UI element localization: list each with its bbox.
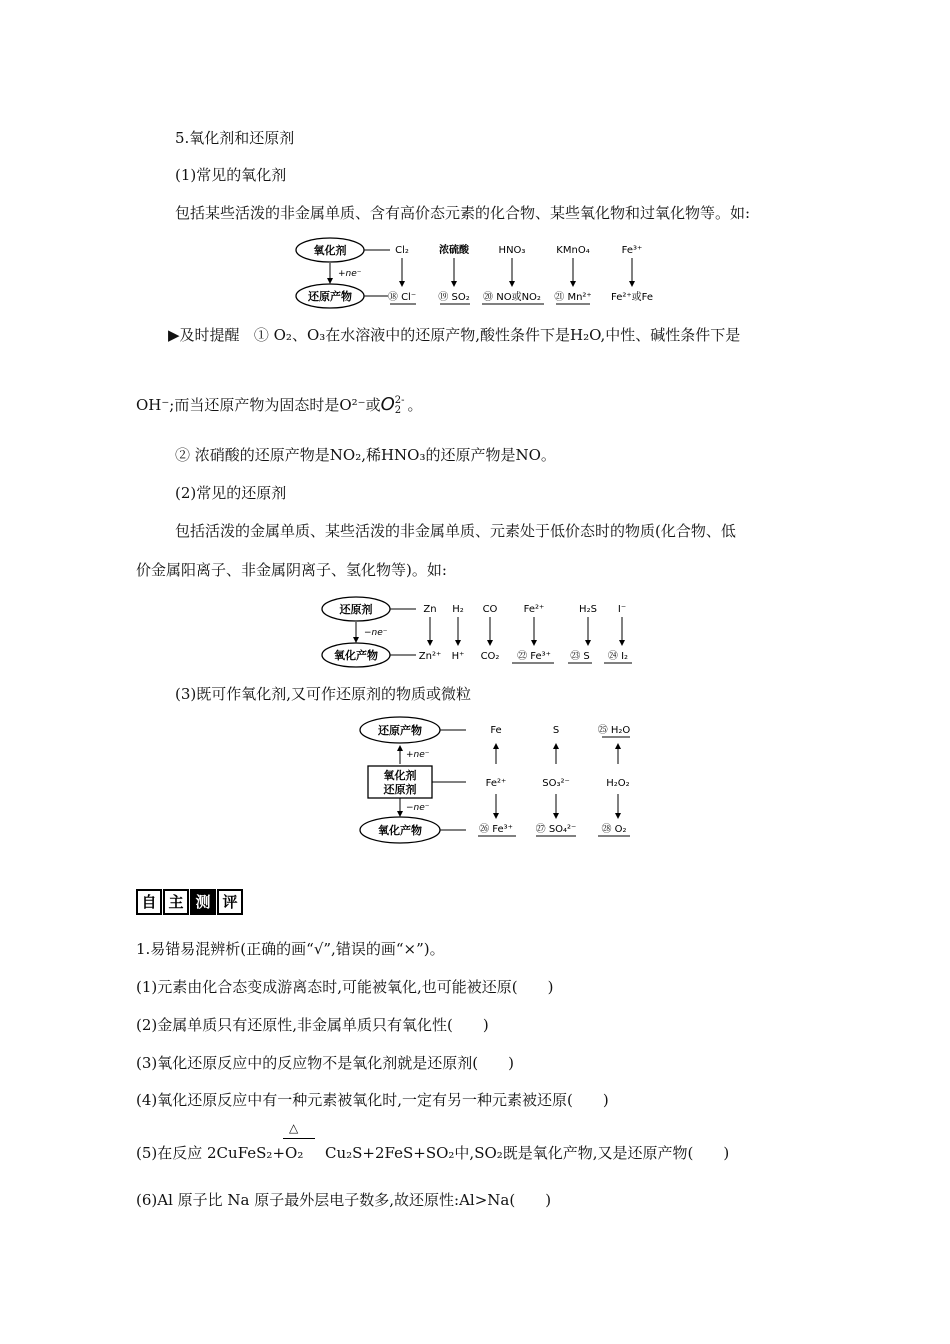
reductant-column-4 xyxy=(512,604,554,663)
svg-text:㉗ SO₄²⁻: ㉗ SO₄²⁻ xyxy=(535,824,577,835)
svg-text:I⁻: I⁻ xyxy=(617,604,627,615)
reductant-column-5 xyxy=(568,604,597,663)
reductants-description-1: 包括活泼的金属单质、某些活泼的非金属单质、元素处于低价态时的物质(化合物、低 xyxy=(175,522,736,540)
reductant-column-1 xyxy=(419,604,441,662)
question-5-part-a: (5)在反应 2CuFeS₂+O₂ xyxy=(136,1144,304,1162)
svg-text:SO₃²⁻: SO₃²⁻ xyxy=(542,778,570,789)
oxidant-column-1 xyxy=(388,245,416,304)
peroxide-formula: O xyxy=(380,394,395,415)
svg-text:Fe²⁺: Fe²⁺ xyxy=(485,778,507,789)
oxidant-column-4 xyxy=(554,245,591,304)
question-6: (6)Al 原子比 Na 原子最外层电子数多,故还原性:Al>Na( ) xyxy=(136,1191,552,1209)
gain-label: +ne⁻ xyxy=(406,750,430,760)
svg-text:㉒ Fe³⁺: ㉒ Fe³⁺ xyxy=(517,651,551,662)
self-assessment-badge: 自 主 测 评 xyxy=(136,889,244,915)
svg-text:Zn²⁺: Zn²⁺ xyxy=(418,651,442,662)
dual-column-h2o2 xyxy=(598,724,631,836)
svg-text:CO: CO xyxy=(482,604,498,615)
reductant-diagram xyxy=(318,595,648,671)
svg-text:H₂O₂: H₂O₂ xyxy=(606,778,630,789)
svg-text:Fe²⁺: Fe²⁺ xyxy=(523,604,545,615)
oxidant-diagram xyxy=(290,236,670,312)
subsection-dual-title: (3)既可作氧化剂,又可作还原剂的物质或微粒 xyxy=(175,685,472,703)
svg-text:㉓ S: ㉓ S xyxy=(570,651,590,662)
svg-text:CO₂: CO₂ xyxy=(480,651,500,662)
heating-condition: △ xyxy=(289,1121,299,1135)
reductant-column-6 xyxy=(604,604,632,663)
svg-text:㉖ Fe³⁺: ㉖ Fe³⁺ xyxy=(479,824,513,835)
svg-text:㉑ Mn²⁺: ㉑ Mn²⁺ xyxy=(554,292,592,303)
dual-column-fe xyxy=(478,725,516,836)
svg-text:㉘ O₂: ㉘ O₂ xyxy=(601,824,627,835)
oxidant-role-label: 氧化剂 xyxy=(383,769,417,782)
section-title: 5.氧化剂和还原剂 xyxy=(175,129,295,147)
svg-text:⑲ SO₂: ⑲ SO₂ xyxy=(438,292,470,303)
peroxide-formula-scripts: 2- 2 xyxy=(394,395,405,416)
question-3: (3)氧化还原反应中的反应物不是氧化剂就是还原剂( ) xyxy=(136,1054,514,1072)
question-2: (2)金属单质只有还原性,非金属单质只有氧化性( ) xyxy=(136,1016,489,1034)
question-4: (4)氧化还原反应中有一种元素被氧化时,一定有另一种元素被还原( ) xyxy=(136,1091,609,1109)
svg-text:㉕ H₂O: ㉕ H₂O xyxy=(597,725,631,736)
reductants-description-2: 价金属阳离子、非金属阴离子、氢化物等)。如: xyxy=(136,561,447,579)
question-title: 1.易错易混辨析(正确的画“√”,错误的画“×”)。 xyxy=(136,940,445,958)
reminder-line-1 xyxy=(168,325,740,345)
oxidant-column-2 xyxy=(438,243,470,304)
svg-text:KMnO₄: KMnO₄ xyxy=(556,245,590,256)
reductant-column-2 xyxy=(452,604,465,662)
svg-text:Zn: Zn xyxy=(423,604,437,615)
svg-text:Fe: Fe xyxy=(490,725,502,736)
subsection-reductants-title: (2)常见的还原剂 xyxy=(175,484,287,502)
svg-text:Cl₂: Cl₂ xyxy=(395,245,409,256)
reduction-product-label: 还原产物 xyxy=(378,724,422,737)
subsection-oxidants-title: (1)常见的氧化剂 xyxy=(175,166,287,184)
reminder-text-1: ① O₂、O₃在水溶液中的还原产物,酸性条件下是H₂O,中性、碱性条件下是 xyxy=(253,326,741,344)
svg-text:⑱ Cl⁻: ⑱ Cl⁻ xyxy=(387,292,417,303)
svg-text:H⁺: H⁺ xyxy=(451,651,465,662)
lose-electrons-label: −ne⁻ xyxy=(364,628,388,638)
oxidant-column-3 xyxy=(482,245,544,304)
oxidant-column-5 xyxy=(611,245,653,303)
reminder-line-3: ② 浓硝酸的还原产物是NO₂,稀HNO₃的还原产物是NO。 xyxy=(175,446,556,464)
svg-text:浓硫酸: 浓硫酸 xyxy=(439,245,469,256)
svg-text:⑳ NO或NO₂: ⑳ NO或NO₂ xyxy=(483,292,541,303)
dual-column-s xyxy=(536,725,577,836)
svg-text:H₂: H₂ xyxy=(452,604,464,615)
dual-role-diagram xyxy=(356,714,646,848)
reminder-marker: ▶及时提醒 xyxy=(168,326,240,344)
svg-text:H₂S: H₂S xyxy=(579,604,597,615)
svg-text:Fe²⁺或Fe: Fe²⁺或Fe xyxy=(610,292,654,303)
question-5-part-b: Cu₂S+2FeS+SO₂中,SO₂既是氧化产物,又是还原产物( ) xyxy=(325,1144,730,1162)
reductant-column-3 xyxy=(481,604,500,662)
svg-text:㉔ I₂: ㉔ I₂ xyxy=(607,651,629,662)
oxidants-description: 包括某些活泼的非金属单质、含有高价态元素的化合物、某些氧化物和过氧化物等。如: xyxy=(175,204,751,222)
svg-text:S: S xyxy=(552,725,560,736)
reduction-product-box-label: 还原产物 xyxy=(308,290,352,303)
question-1: (1)元素由化合态变成游离态时,可能被氧化,也可能被还原( ) xyxy=(136,978,554,996)
oxidation-product-label: 氧化产物 xyxy=(378,824,422,837)
lose-label: −ne⁻ xyxy=(406,803,430,813)
svg-text:Fe³⁺: Fe³⁺ xyxy=(621,245,643,256)
reaction-arrow-bar xyxy=(283,1138,315,1139)
oxidation-product-box-label: 氧化产物 xyxy=(334,649,378,662)
reductant-box-label: 还原剂 xyxy=(339,603,373,616)
svg-text:HNO₃: HNO₃ xyxy=(498,245,526,256)
reminder-line-2: OH⁻;而当还原产物为固态时是O²⁻或O2- 2 。 xyxy=(136,394,423,416)
reductant-role-label: 还原剂 xyxy=(383,783,417,796)
gain-electrons-label: +ne⁻ xyxy=(338,269,362,279)
oxidant-box-label: 氧化剂 xyxy=(313,244,347,257)
